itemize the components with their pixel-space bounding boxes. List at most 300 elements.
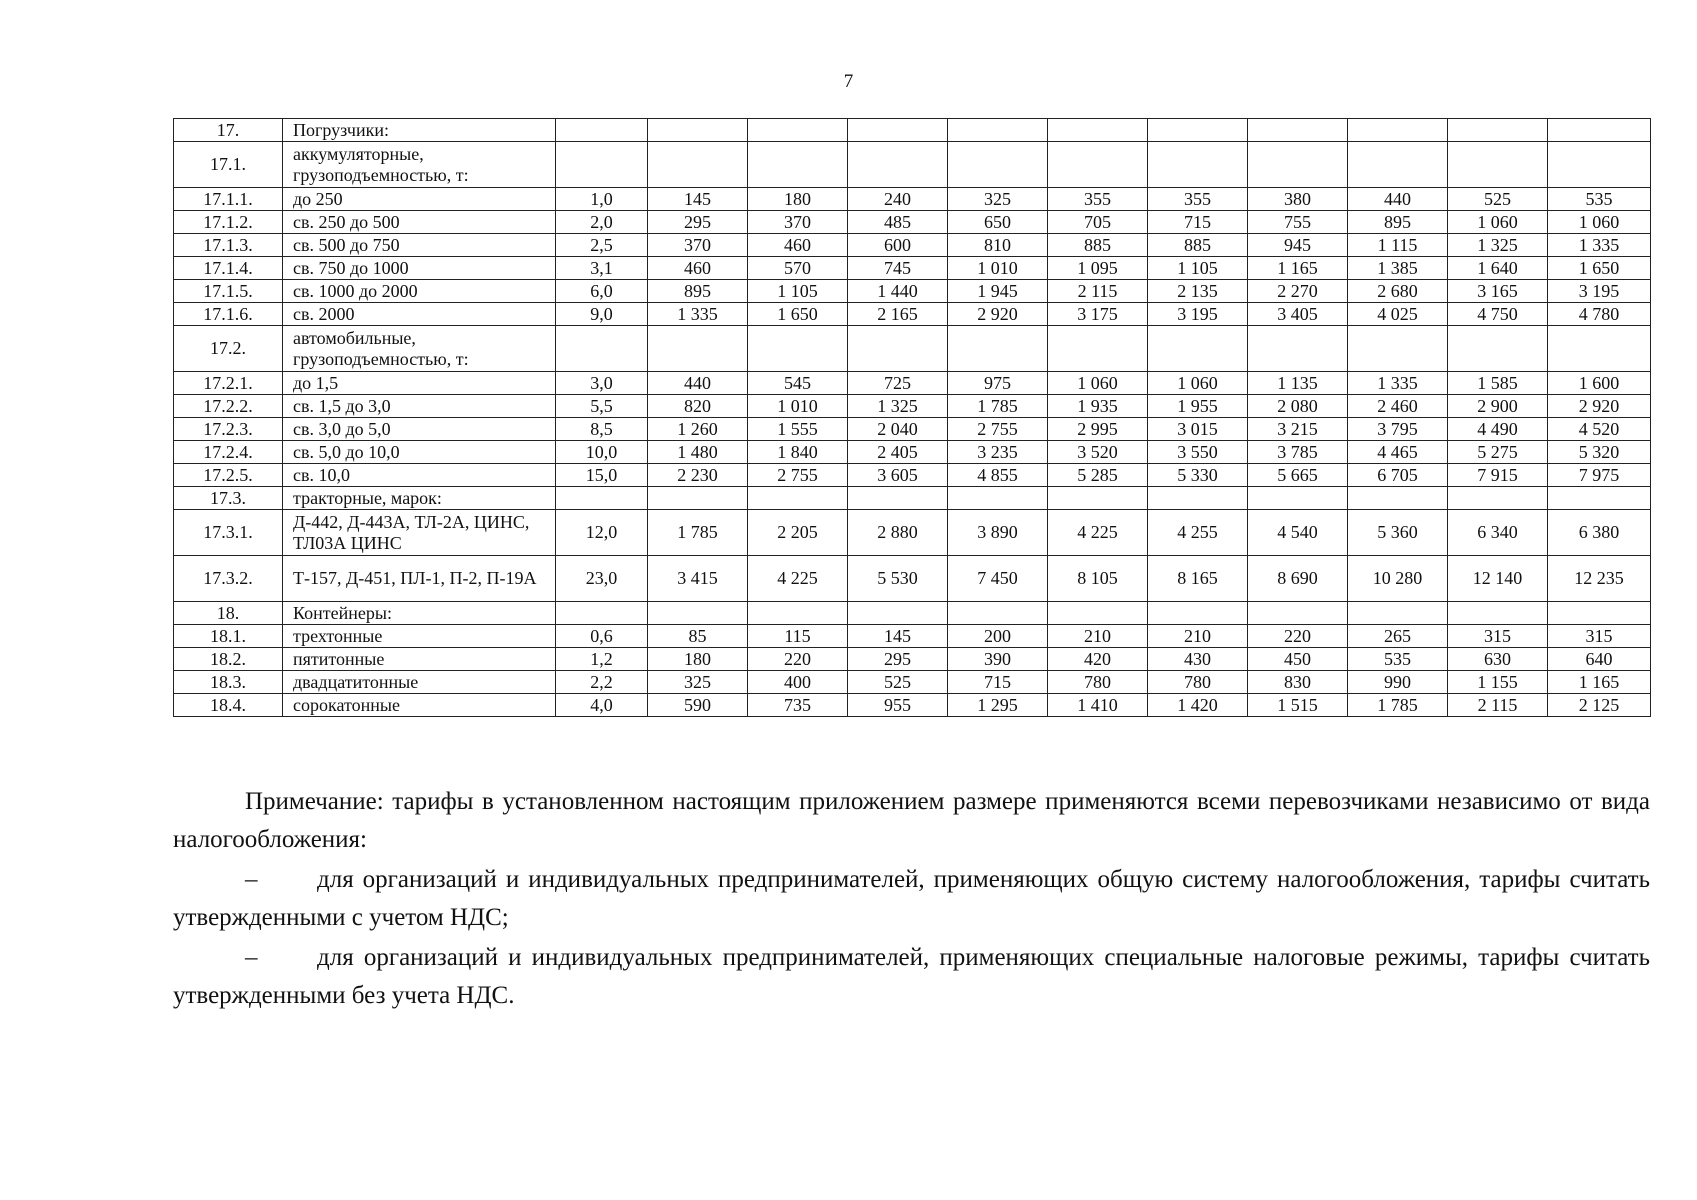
value-cell: 990	[1348, 671, 1448, 694]
value-cell: 210	[1048, 625, 1148, 648]
note-item-text: для организаций и индивидуальных предпринимателей, применяющих специальные налоговые режимы, тарифы считать утвержденными без учета НДС.	[173, 944, 1650, 1009]
value-cell: 650	[948, 211, 1048, 234]
value-cell: 3 195	[1548, 280, 1651, 303]
value-cell: 735	[748, 694, 848, 717]
value-cell: 5 530	[848, 556, 948, 602]
value-cell: 1 105	[748, 280, 848, 303]
row-name-cell: св. 3,0 до 5,0	[283, 418, 556, 441]
value-cell: 885	[1048, 234, 1148, 257]
row-number-cell: 17.2.5.	[174, 464, 283, 487]
row-number-cell: 18.2.	[174, 648, 283, 671]
table-row	[174, 326, 1651, 372]
value-cell: 820	[648, 395, 748, 418]
value-cell: 5 360	[1348, 510, 1448, 556]
value-cell: 440	[1348, 188, 1448, 211]
value-cell: 1 165	[1248, 257, 1348, 280]
value-cell	[1548, 119, 1651, 142]
value-cell	[1248, 602, 1348, 625]
value-cell	[748, 602, 848, 625]
note-item	[173, 861, 1650, 937]
value-cell: 3 405	[1248, 303, 1348, 326]
table-row	[174, 395, 1651, 418]
row-number-cell: 17.	[174, 119, 283, 142]
value-cell: 115	[748, 625, 848, 648]
value-cell: 85	[648, 625, 748, 648]
value-cell: 10,0	[556, 441, 648, 464]
row-number-cell: 17.1.4.	[174, 257, 283, 280]
row-name-cell: св. 10,0	[283, 464, 556, 487]
row-name-cell: св. 2000	[283, 303, 556, 326]
value-cell: 8 690	[1248, 556, 1348, 602]
value-cell: 4 025	[1348, 303, 1448, 326]
value-cell	[748, 142, 848, 188]
value-cell: 3 215	[1248, 418, 1348, 441]
note-item-text: для организаций и индивидуальных предпринимателей, применяющих общую систему налогообложения, тарифы считать утвержденными с учетом НДС;	[173, 866, 1650, 931]
value-cell	[1148, 602, 1248, 625]
value-cell: 6,0	[556, 280, 648, 303]
value-cell	[556, 602, 648, 625]
value-cell: 1 335	[648, 303, 748, 326]
row-name-cell: Д-442, Д-443А, ТЛ-2А, ЦИНС, ТЛ03А ЦИНС	[283, 510, 556, 556]
value-cell	[1048, 142, 1148, 188]
row-number-cell: 17.3.2.	[174, 556, 283, 602]
value-cell: 2 125	[1548, 694, 1651, 717]
value-cell	[648, 602, 748, 625]
value-cell	[1348, 487, 1448, 510]
value-cell: 895	[648, 280, 748, 303]
value-cell: 370	[748, 211, 848, 234]
value-cell: 2 115	[1448, 694, 1548, 717]
value-cell: 2 755	[748, 464, 848, 487]
value-cell: 1 440	[848, 280, 948, 303]
value-cell: 2 920	[1548, 395, 1651, 418]
value-cell: 180	[648, 648, 748, 671]
value-cell: 570	[748, 257, 848, 280]
value-cell: 12 235	[1548, 556, 1651, 602]
value-cell	[1148, 119, 1248, 142]
value-cell: 945	[1248, 234, 1348, 257]
value-cell: 210	[1148, 625, 1248, 648]
value-cell: 460	[748, 234, 848, 257]
value-cell	[1248, 119, 1348, 142]
value-cell	[948, 602, 1048, 625]
value-cell: 430	[1148, 648, 1248, 671]
value-cell	[1548, 487, 1651, 510]
value-cell: 955	[848, 694, 948, 717]
value-cell: 2 880	[848, 510, 948, 556]
value-cell	[1448, 142, 1548, 188]
value-cell: 3,1	[556, 257, 648, 280]
table-row	[174, 694, 1651, 717]
row-name-cell: св. 1,5 до 3,0	[283, 395, 556, 418]
value-cell: 1 420	[1148, 694, 1248, 717]
value-cell: 325	[948, 188, 1048, 211]
value-cell	[1148, 142, 1248, 188]
value-cell: 2 080	[1248, 395, 1348, 418]
table-row	[174, 303, 1651, 326]
value-cell: 315	[1448, 625, 1548, 648]
value-cell: 1 600	[1548, 372, 1651, 395]
row-name-cell: Т-157, Д-451, ПЛ-1, П-2, П-19А	[283, 556, 556, 602]
row-number-cell: 17.1.1.	[174, 188, 283, 211]
value-cell: 1 325	[848, 395, 948, 418]
value-cell	[1148, 487, 1248, 510]
value-cell: 370	[648, 234, 748, 257]
note-block	[173, 783, 1650, 1017]
value-cell: 1 650	[1548, 257, 1651, 280]
value-cell: 895	[1348, 211, 1448, 234]
value-cell: 7 975	[1548, 464, 1651, 487]
row-number-cell: 17.2.1.	[174, 372, 283, 395]
value-cell	[1448, 119, 1548, 142]
value-cell: 4 225	[1048, 510, 1148, 556]
table-row	[174, 142, 1651, 188]
value-cell: 4 540	[1248, 510, 1348, 556]
value-cell: 1 640	[1448, 257, 1548, 280]
value-cell: 2 115	[1048, 280, 1148, 303]
value-cell	[848, 119, 948, 142]
row-name-cell: св. 500 до 750	[283, 234, 556, 257]
value-cell: 4 520	[1548, 418, 1651, 441]
value-cell: 5 285	[1048, 464, 1148, 487]
value-cell	[848, 602, 948, 625]
value-cell	[648, 142, 748, 188]
value-cell	[648, 487, 748, 510]
value-cell: 3 520	[1048, 441, 1148, 464]
value-cell: 8 105	[1048, 556, 1148, 602]
value-cell: 2 040	[848, 418, 948, 441]
row-name-cell: сорокатонные	[283, 694, 556, 717]
value-cell	[948, 487, 1048, 510]
value-cell: 525	[848, 671, 948, 694]
value-cell: 885	[1148, 234, 1248, 257]
value-cell: 3 890	[948, 510, 1048, 556]
row-number-cell: 17.3.	[174, 487, 283, 510]
row-name-cell: до 1,5	[283, 372, 556, 395]
value-cell: 535	[1548, 188, 1651, 211]
value-cell: 1 840	[748, 441, 848, 464]
value-cell: 7 915	[1448, 464, 1548, 487]
dash-mark: –	[245, 944, 258, 971]
value-cell: 0,6	[556, 625, 648, 648]
value-cell: 630	[1448, 648, 1548, 671]
value-cell: 545	[748, 372, 848, 395]
value-cell: 3 195	[1148, 303, 1248, 326]
value-cell	[556, 326, 648, 372]
value-cell: 3 165	[1448, 280, 1548, 303]
value-cell: 1 410	[1048, 694, 1148, 717]
value-cell: 485	[848, 211, 948, 234]
value-cell: 3 785	[1248, 441, 1348, 464]
tariff-table	[173, 118, 1651, 717]
value-cell: 2 230	[648, 464, 748, 487]
value-cell: 1 480	[648, 441, 748, 464]
value-cell: 1 010	[948, 257, 1048, 280]
row-number-cell: 17.3.1.	[174, 510, 283, 556]
value-cell	[748, 326, 848, 372]
row-name-cell: св. 1000 до 2000	[283, 280, 556, 303]
value-cell	[648, 119, 748, 142]
value-cell: 380	[1248, 188, 1348, 211]
table-row	[174, 625, 1651, 648]
value-cell: 2,2	[556, 671, 648, 694]
value-cell: 755	[1248, 211, 1348, 234]
table-row	[174, 671, 1651, 694]
value-cell: 3,0	[556, 372, 648, 395]
row-number-cell: 17.1.6.	[174, 303, 283, 326]
value-cell: 2 270	[1248, 280, 1348, 303]
value-cell: 325	[648, 671, 748, 694]
row-name-cell: св. 5,0 до 10,0	[283, 441, 556, 464]
value-cell: 1 945	[948, 280, 1048, 303]
value-cell	[1348, 602, 1448, 625]
value-cell: 1,0	[556, 188, 648, 211]
value-cell: 4 855	[948, 464, 1048, 487]
value-cell: 535	[1348, 648, 1448, 671]
value-cell: 1 955	[1148, 395, 1248, 418]
note-paragraph: Примечание: тарифы в установленном настоящим приложением размере применяются всеми перевозчиками независимо от вида налогообложения:	[173, 788, 1650, 853]
value-cell: 1 060	[1148, 372, 1248, 395]
value-cell: 2 995	[1048, 418, 1148, 441]
table-row	[174, 464, 1651, 487]
value-cell: 220	[1248, 625, 1348, 648]
value-cell: 15,0	[556, 464, 648, 487]
value-cell: 1 155	[1448, 671, 1548, 694]
value-cell: 640	[1548, 648, 1651, 671]
value-cell: 5 330	[1148, 464, 1248, 487]
value-cell	[1248, 142, 1348, 188]
value-cell: 1 515	[1248, 694, 1348, 717]
value-cell: 10 280	[1348, 556, 1448, 602]
value-cell: 400	[748, 671, 848, 694]
value-cell: 1 335	[1548, 234, 1651, 257]
table-row	[174, 257, 1651, 280]
value-cell	[648, 326, 748, 372]
value-cell: 440	[648, 372, 748, 395]
row-number-cell: 17.1.	[174, 142, 283, 188]
value-cell	[1048, 119, 1148, 142]
value-cell: 420	[1048, 648, 1148, 671]
table-row	[174, 418, 1651, 441]
value-cell	[848, 487, 948, 510]
value-cell: 9,0	[556, 303, 648, 326]
value-cell: 1 935	[1048, 395, 1148, 418]
row-number-cell: 18.3.	[174, 671, 283, 694]
note-item	[173, 939, 1650, 1015]
value-cell: 600	[848, 234, 948, 257]
value-cell: 460	[648, 257, 748, 280]
value-cell: 2 165	[848, 303, 948, 326]
value-cell: 3 550	[1148, 441, 1248, 464]
value-cell: 1 325	[1448, 234, 1548, 257]
row-name-cell: св. 750 до 1000	[283, 257, 556, 280]
value-cell: 830	[1248, 671, 1348, 694]
value-cell: 3 175	[1048, 303, 1148, 326]
table-row	[174, 556, 1651, 602]
value-cell: 590	[648, 694, 748, 717]
value-cell: 3 015	[1148, 418, 1248, 441]
value-cell: 145	[848, 625, 948, 648]
row-number-cell: 17.1.2.	[174, 211, 283, 234]
value-cell	[748, 487, 848, 510]
table-row	[174, 280, 1651, 303]
value-cell: 315	[1548, 625, 1651, 648]
row-number-cell: 17.1.5.	[174, 280, 283, 303]
value-cell: 265	[1348, 625, 1448, 648]
value-cell: 8,5	[556, 418, 648, 441]
value-cell	[1248, 326, 1348, 372]
value-cell	[1448, 487, 1548, 510]
value-cell: 1,2	[556, 648, 648, 671]
table-row	[174, 602, 1651, 625]
value-cell: 1 165	[1548, 671, 1651, 694]
dash-mark: –	[245, 866, 258, 893]
row-name-cell: тракторные, марок:	[283, 487, 556, 510]
value-cell: 1 060	[1448, 211, 1548, 234]
value-cell: 2,5	[556, 234, 648, 257]
value-cell: 390	[948, 648, 1048, 671]
value-cell	[1548, 142, 1651, 188]
value-cell: 8 165	[1148, 556, 1248, 602]
value-cell	[1148, 326, 1248, 372]
value-cell: 1 785	[948, 395, 1048, 418]
value-cell: 4 490	[1448, 418, 1548, 441]
value-cell: 725	[848, 372, 948, 395]
value-cell: 220	[748, 648, 848, 671]
value-cell: 12,0	[556, 510, 648, 556]
value-cell: 1 105	[1148, 257, 1248, 280]
value-cell	[556, 119, 648, 142]
table-row	[174, 119, 1651, 142]
value-cell: 3 605	[848, 464, 948, 487]
value-cell	[1348, 326, 1448, 372]
value-cell: 4 750	[1448, 303, 1548, 326]
value-cell	[556, 487, 648, 510]
row-name-cell: Погрузчики:	[283, 119, 556, 142]
value-cell	[556, 142, 648, 188]
value-cell: 3 235	[948, 441, 1048, 464]
value-cell: 5 665	[1248, 464, 1348, 487]
value-cell: 3 795	[1348, 418, 1448, 441]
value-cell: 2 135	[1148, 280, 1248, 303]
value-cell: 1 335	[1348, 372, 1448, 395]
table-body	[174, 119, 1651, 717]
value-cell: 525	[1448, 188, 1548, 211]
value-cell: 3 415	[648, 556, 748, 602]
value-cell: 745	[848, 257, 948, 280]
value-cell: 6 380	[1548, 510, 1651, 556]
value-cell: 715	[1148, 211, 1248, 234]
row-number-cell: 17.2.	[174, 326, 283, 372]
value-cell: 7 450	[948, 556, 1048, 602]
value-cell: 2 205	[748, 510, 848, 556]
value-cell: 4 225	[748, 556, 848, 602]
value-cell: 5 275	[1448, 441, 1548, 464]
table-row	[174, 441, 1651, 464]
value-cell	[1448, 326, 1548, 372]
value-cell: 1 385	[1348, 257, 1448, 280]
value-cell	[848, 142, 948, 188]
value-cell: 4 465	[1348, 441, 1448, 464]
value-cell: 200	[948, 625, 1048, 648]
value-cell: 1 060	[1048, 372, 1148, 395]
value-cell	[1548, 326, 1651, 372]
value-cell: 4 780	[1548, 303, 1651, 326]
value-cell	[948, 119, 1048, 142]
value-cell: 5 320	[1548, 441, 1651, 464]
row-name-cell: трехтонные	[283, 625, 556, 648]
value-cell: 295	[648, 211, 748, 234]
row-name-cell: Контейнеры:	[283, 602, 556, 625]
value-cell: 2,0	[556, 211, 648, 234]
value-cell: 2 755	[948, 418, 1048, 441]
value-cell: 780	[1148, 671, 1248, 694]
value-cell: 2 680	[1348, 280, 1448, 303]
value-cell: 1 555	[748, 418, 848, 441]
value-cell	[748, 119, 848, 142]
value-cell	[1348, 142, 1448, 188]
row-number-cell: 18.4.	[174, 694, 283, 717]
value-cell	[1048, 326, 1148, 372]
value-cell	[1448, 602, 1548, 625]
value-cell: 240	[848, 188, 948, 211]
value-cell	[1348, 119, 1448, 142]
table-row	[174, 510, 1651, 556]
value-cell: 1 135	[1248, 372, 1348, 395]
row-number-cell: 18.1.	[174, 625, 283, 648]
value-cell: 1 650	[748, 303, 848, 326]
row-name-cell: аккумуляторные, грузоподъемностью, т:	[283, 142, 556, 188]
value-cell	[948, 326, 1048, 372]
value-cell	[1248, 487, 1348, 510]
row-name-cell: св. 250 до 500	[283, 211, 556, 234]
table-row	[174, 188, 1651, 211]
row-number-cell: 17.2.3.	[174, 418, 283, 441]
row-number-cell: 17.2.4.	[174, 441, 283, 464]
value-cell	[1048, 487, 1148, 510]
value-cell: 180	[748, 188, 848, 211]
row-name-cell: двадцатитонные	[283, 671, 556, 694]
value-cell: 705	[1048, 211, 1148, 234]
value-cell: 4,0	[556, 694, 648, 717]
value-cell: 1 095	[1048, 257, 1148, 280]
value-cell: 1 115	[1348, 234, 1448, 257]
row-number-cell: 17.2.2.	[174, 395, 283, 418]
value-cell: 6 340	[1448, 510, 1548, 556]
row-name-cell: пятитонные	[283, 648, 556, 671]
row-number-cell: 18.	[174, 602, 283, 625]
value-cell: 1 260	[648, 418, 748, 441]
table-row	[174, 211, 1651, 234]
row-name-cell: до 250	[283, 188, 556, 211]
value-cell: 5,5	[556, 395, 648, 418]
value-cell: 295	[848, 648, 948, 671]
row-name-cell: автомобильные, грузоподъемностью, т:	[283, 326, 556, 372]
value-cell: 1 060	[1548, 211, 1651, 234]
table-row	[174, 234, 1651, 257]
value-cell: 2 920	[948, 303, 1048, 326]
value-cell: 355	[1148, 188, 1248, 211]
value-cell	[1548, 602, 1651, 625]
value-cell: 145	[648, 188, 748, 211]
value-cell: 1 785	[648, 510, 748, 556]
value-cell: 6 705	[1348, 464, 1448, 487]
value-cell: 1 010	[748, 395, 848, 418]
value-cell: 23,0	[556, 556, 648, 602]
table-row	[174, 372, 1651, 395]
value-cell: 450	[1248, 648, 1348, 671]
value-cell: 4 255	[1148, 510, 1248, 556]
